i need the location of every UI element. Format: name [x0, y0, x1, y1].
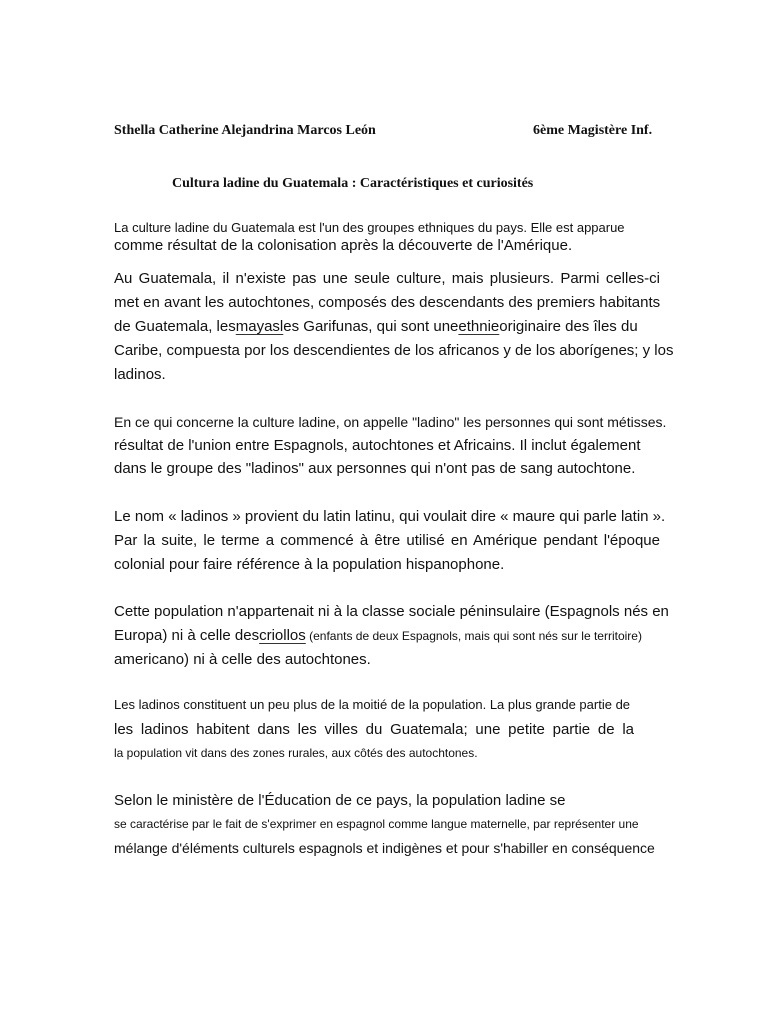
- paragraph-4-line-1: Le nom « ladinos » provient du latin latinu, qui voulait dire « maure qui parle latin ».: [114, 508, 666, 525]
- author-name: Sthella Catherine Alejandrina Marcos León: [114, 123, 376, 138]
- paragraph-3-line-1: En ce qui concerne la culture ladine, on appelle "ladino" les personnes qui sont métisses.: [114, 414, 667, 430]
- paragraph-1-line-2: comme résultat de la colonisation après la découverte de l'Amérique.: [114, 237, 573, 254]
- paragraph-6-line-2: les ladinos habitent dans les villes du Guatemala; une petite partie de la: [114, 721, 634, 738]
- paragraph-5-line-2: Europa) ni à celle descriollos (enfants de deux Espagnols, mais qui sont nés sur le territoire): [114, 627, 642, 644]
- class-label: 6ème Magistère Inf.: [533, 123, 653, 138]
- paragraph-7-line-3: mélange d'éléments culturels espagnols et indigènes et pour s'habiller en conséquence: [114, 840, 655, 856]
- spellcheck-word-criollos: criollos: [259, 627, 306, 644]
- paragraph-2-line-4: Caribe, compuesta por los descendientes de los africanos y de los aborígenes; y los: [114, 342, 674, 359]
- paragraph-4-line-3: colonial pour faire référence à la population hispanophone.: [114, 556, 505, 573]
- paragraph-3-line-3: dans le groupe des "ladinos" aux personnes qui n'ont pas de sang autochtone.: [114, 460, 636, 477]
- paragraph-3-line-2: résultat de l'union entre Espagnols, autochtones et Africains. Il inclut également: [114, 437, 641, 454]
- paragraph-7-line-2: se caractérise par le fait de s'exprimer en espagnol comme langue maternelle, par représenter une: [114, 817, 639, 831]
- paragraph-2-line-3: de Guatemala, lesmayasles Garifunas, qui sont uneethnieoriginaire des îles du: [114, 318, 638, 335]
- spellcheck-word-mayasl: mayasl: [235, 318, 284, 335]
- paragraph-4-line-2: Par la suite, le terme a commencé à être utilisé en Amérique pendant l'époque: [114, 532, 660, 549]
- paragraph-2-line-2: met en avant les autochtones, composés des descendants des premiers habitants: [114, 294, 661, 311]
- paragraph-6-line-3: la population vit dans des zones rurales, aux côtés des autochtones.: [114, 746, 478, 760]
- paragraph-6-line-1: Les ladinos constituent un peu plus de la moitié de la population. La plus grande partie de: [114, 697, 631, 712]
- paragraph-2-line-1: Au Guatemala, il n'existe pas une seule culture, mais plusieurs. Parmi celles-ci: [114, 270, 660, 287]
- spellcheck-word-ethnie: ethnie: [458, 318, 500, 335]
- paragraph-5-line-3: americano) ni à celle des autochtones.: [114, 651, 371, 668]
- document-title: Cultura ladine du Guatemala : Caractéristiques et curiosités: [172, 176, 534, 191]
- paragraph-7-line-1: Selon le ministère de l'Éducation de ce pays, la population ladine se: [114, 792, 566, 809]
- paragraph-5-line-1: Cette population n'appartenait ni à la classe sociale péninsulaire (Espagnols nés en: [114, 603, 669, 620]
- paragraph-2-line-5: ladinos.: [114, 366, 166, 383]
- paragraph-1-line-1: La culture ladine du Guatemala est l'un des groupes ethniques du pays. Elle est apparue: [114, 220, 625, 235]
